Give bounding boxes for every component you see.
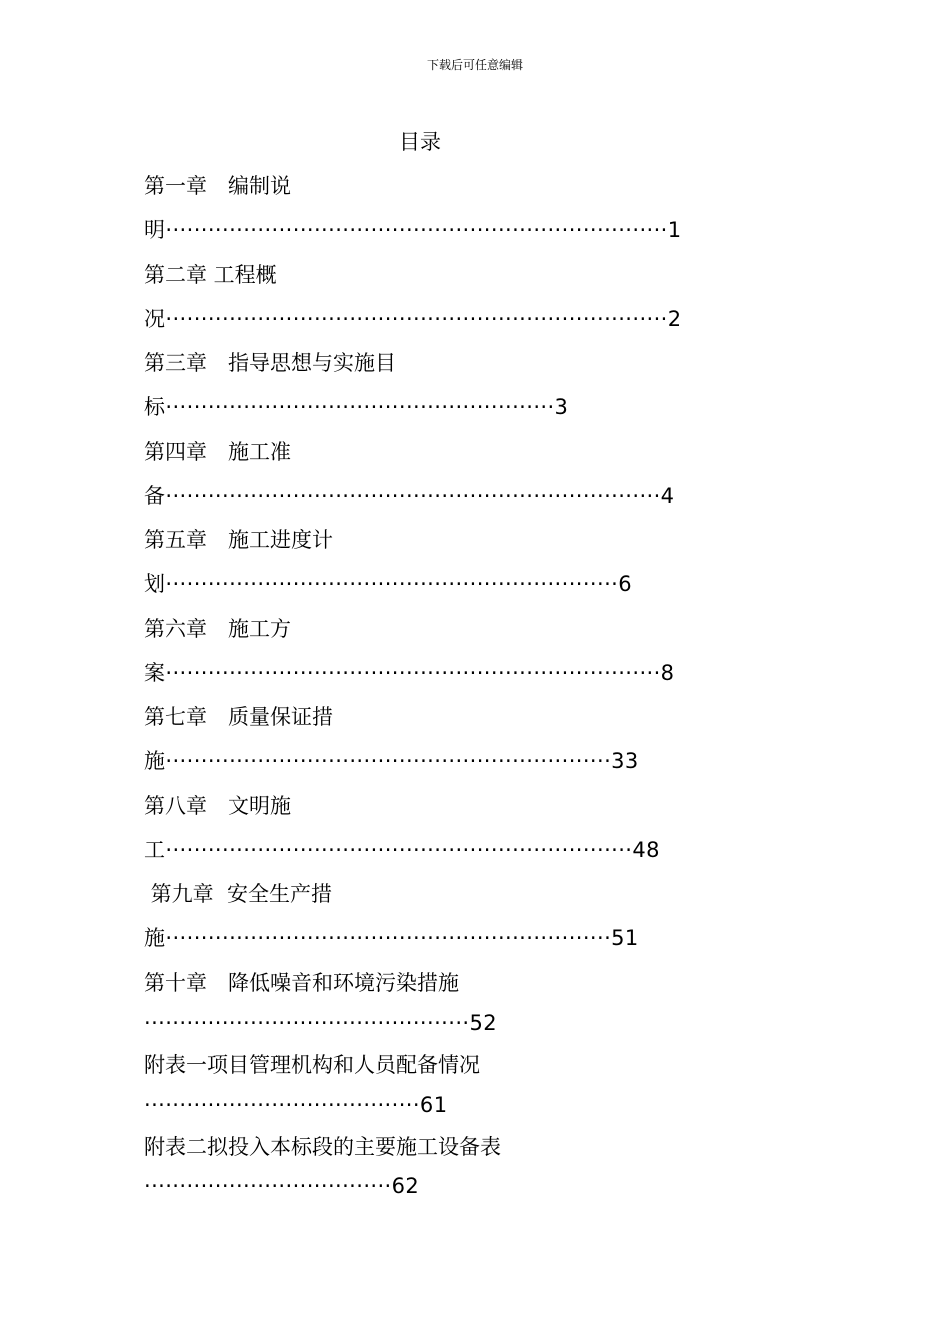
toc-entry-6-leader[interactable]: 案······································································8	[144, 661, 675, 685]
page-header: 下载后可任意编辑	[426, 58, 523, 72]
toc-entry-3-leader[interactable]: 标·······················································3	[144, 395, 569, 419]
toc-entry-9-heading[interactable]: 第九章 安全生产措	[144, 882, 333, 906]
toc-entry-1-heading[interactable]: 第一章 编制说	[144, 174, 291, 198]
toc-entry-8-leader[interactable]: 工··································································48	[144, 838, 660, 862]
toc-entry-7-leader[interactable]: 施·······························································33	[144, 749, 639, 773]
toc-entry-11-heading[interactable]: 附表一项目管理机构和人员配备情况	[144, 1053, 480, 1077]
toc-entry-12-leader[interactable]: ···································62	[144, 1174, 420, 1198]
toc-entry-8-heading[interactable]: 第八章 文明施	[144, 794, 291, 818]
toc-entry-9-leader[interactable]: 施·······························································51	[144, 926, 639, 950]
toc-title: 目录	[399, 130, 441, 154]
toc-entry-1-leader[interactable]: 明·······································································1	[144, 218, 682, 242]
toc-entry-6-heading[interactable]: 第六章 施工方	[144, 617, 291, 641]
toc-entry-2-heading[interactable]: 第二章 工程概	[144, 263, 277, 287]
toc-entry-10-heading[interactable]: 第十章 降低噪音和环境污染措施	[144, 971, 459, 995]
toc-entry-11-leader[interactable]: ·······································61	[144, 1093, 448, 1117]
toc-entry-12-heading[interactable]: 附表二拟投入本标段的主要施工设备表	[144, 1135, 501, 1159]
toc-entry-5-leader[interactable]: 划································································6	[144, 572, 632, 596]
toc-entry-10-leader[interactable]: ··············································52	[144, 1011, 497, 1035]
toc-entry-2-leader[interactable]: 况·······································································2	[144, 307, 682, 331]
toc-entry-7-heading[interactable]: 第七章 质量保证措	[144, 705, 333, 729]
toc-entry-4-leader[interactable]: 备······································································4	[144, 484, 675, 508]
toc-entry-5-heading[interactable]: 第五章 施工进度计	[144, 528, 333, 552]
toc-entry-3-heading[interactable]: 第三章 指导思想与实施目	[144, 351, 396, 375]
toc-entry-4-heading[interactable]: 第四章 施工准	[144, 440, 291, 464]
